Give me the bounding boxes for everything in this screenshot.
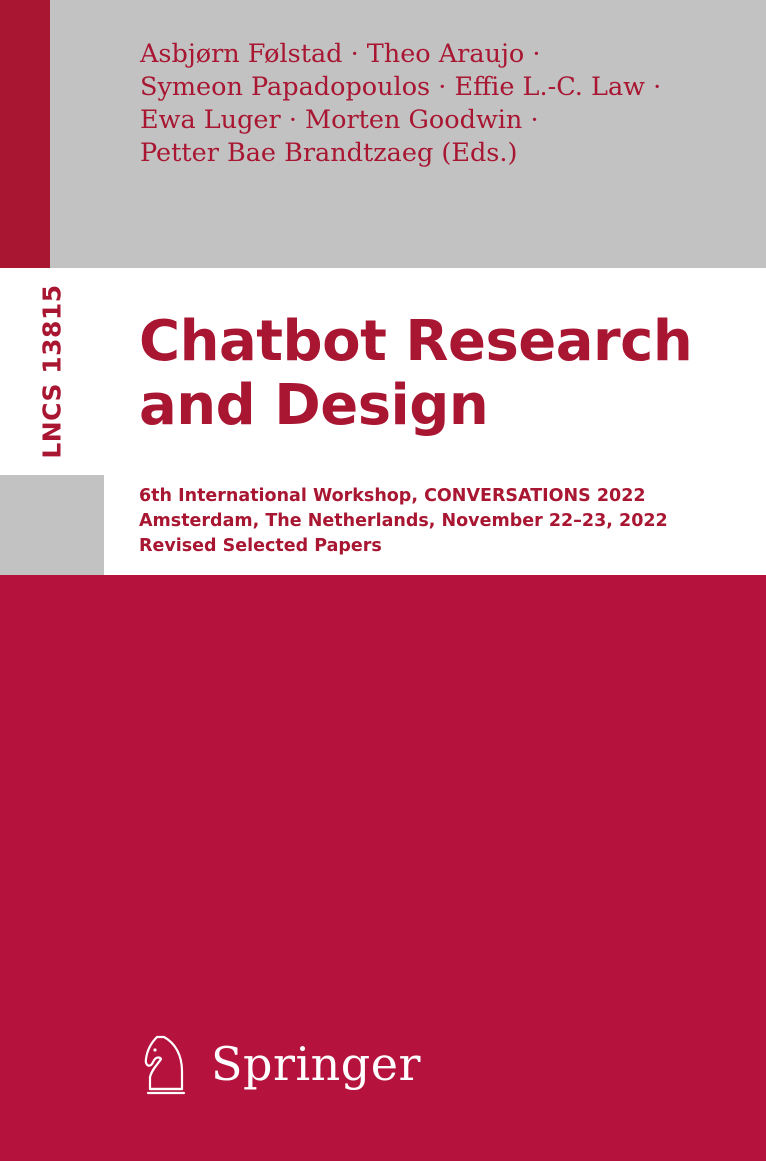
- subtitle-line: 6th International Workshop, CONVERSATIONS 2022: [139, 486, 646, 506]
- editor-line: Ewa Luger · Morten Goodwin ·: [140, 105, 539, 135]
- editor-line: Symeon Papadopoulos · Effie L.-C. Law ·: [140, 72, 662, 102]
- publisher-logo: [137, 1028, 421, 1100]
- springer-knight-icon: [137, 1031, 197, 1097]
- book-title: [139, 310, 739, 438]
- spine-red-band: [0, 0, 50, 268]
- editor-line: Asbjørn Følstad · Theo Araujo ·: [140, 39, 541, 69]
- book-title-line-2: and Design: [139, 373, 489, 438]
- book-subtitle: [139, 484, 739, 559]
- editors-list: [140, 38, 700, 170]
- series-label: [0, 268, 104, 475]
- book-title-line-1: Chatbot Research: [139, 309, 693, 374]
- subtitle-line: Amsterdam, The Netherlands, November 22–23, 2022: [139, 511, 668, 531]
- editor-line: Petter Bae Brandtzaeg (Eds.): [140, 138, 518, 168]
- series-label-text: LNCS 13815: [37, 284, 67, 459]
- subtitle-line: Revised Selected Papers: [139, 536, 382, 556]
- publisher-name: Springer: [211, 1037, 421, 1091]
